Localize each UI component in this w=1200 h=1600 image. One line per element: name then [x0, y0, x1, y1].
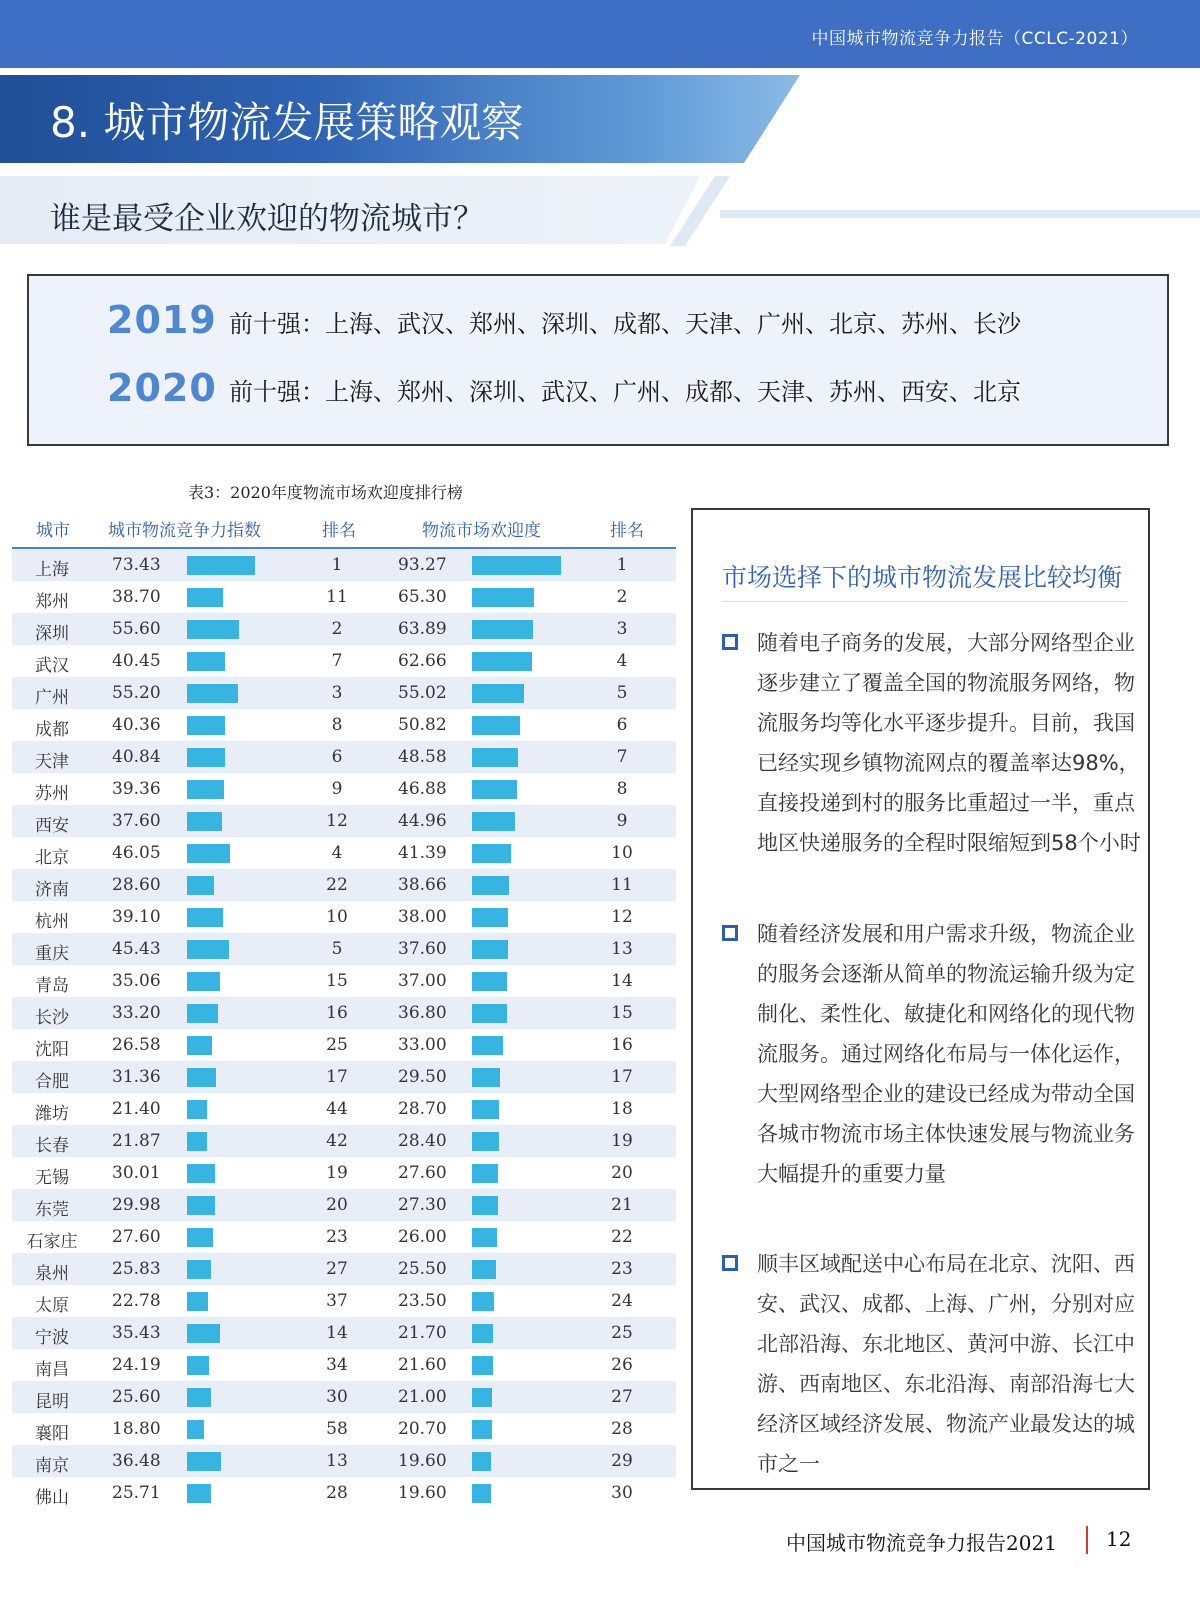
- table-row: [12, 1381, 676, 1413]
- header-rank1: 排名: [322, 521, 356, 541]
- cell-rank2: 20: [611, 1163, 633, 1183]
- competitiveness-bar: [187, 1324, 220, 1343]
- cell-competitiveness: 45.43: [112, 939, 161, 959]
- table-caption: 表3：2020年度物流市场欢迎度排行榜: [188, 483, 463, 502]
- table-row: [12, 1061, 676, 1093]
- cell-competitiveness: 29.98: [112, 1195, 161, 1215]
- cell-rank1: 28: [326, 1483, 348, 1503]
- cell-popularity: 27.60: [398, 1163, 447, 1183]
- cell-rank1: 15: [326, 971, 348, 991]
- cell-city: 襄阳: [35, 1424, 69, 1444]
- cell-rank2: 21: [611, 1195, 633, 1215]
- cell-rank1: 23: [326, 1227, 348, 1247]
- table-row: [12, 677, 676, 709]
- cell-rank2: 17: [611, 1067, 633, 1087]
- cell-rank2: 28: [611, 1419, 633, 1439]
- cell-popularity: 28.40: [398, 1131, 447, 1151]
- competitiveness-bar: [187, 1452, 221, 1471]
- cell-city: 泉州: [35, 1264, 69, 1284]
- table-row: [12, 1477, 676, 1509]
- cell-city: 太原: [35, 1296, 69, 1316]
- cell-competitiveness: 55.60: [112, 619, 161, 639]
- header-competitiveness: 城市物流竞争力指数: [108, 521, 261, 541]
- cell-rank2: 6: [616, 715, 628, 735]
- cell-rank1: 42: [326, 1131, 348, 1151]
- table-row: [12, 1349, 676, 1381]
- popularity-bar: [472, 972, 507, 991]
- cell-competitiveness: 55.20: [112, 683, 161, 703]
- popularity-bar: [472, 1164, 498, 1183]
- popularity-bar: [472, 1420, 492, 1439]
- popularity-bar: [472, 1036, 503, 1055]
- cell-competitiveness: 38.70: [112, 587, 161, 607]
- cell-rank1: 37: [326, 1291, 348, 1311]
- cell-popularity: 63.89: [398, 619, 447, 639]
- cell-popularity: 33.00: [398, 1035, 447, 1055]
- cell-rank1: 7: [331, 651, 343, 671]
- cell-popularity: 25.50: [398, 1259, 447, 1279]
- cell-city: 成都: [35, 720, 69, 740]
- top-ten-2020: 前十强：上海、郑州、深圳、武汉、广州、成都、天津、苏州、西安、北京: [229, 378, 1021, 406]
- panel-title-rule: [722, 601, 1127, 602]
- cell-rank2: 22: [611, 1227, 633, 1247]
- competitiveness-bar: [187, 844, 230, 863]
- popularity-bar: [472, 652, 532, 671]
- table-row: [12, 645, 676, 677]
- cell-rank2: 29: [611, 1451, 633, 1471]
- cell-rank2: 12: [611, 907, 633, 927]
- year-2019-label: [107, 298, 217, 342]
- cell-popularity: 20.70: [398, 1419, 447, 1439]
- table-row: [12, 1093, 676, 1125]
- cell-rank1: 12: [326, 811, 348, 831]
- cell-city: 杭州: [35, 912, 69, 932]
- cell-rank2: 8: [616, 779, 628, 799]
- cell-competitiveness: 31.36: [112, 1067, 161, 1087]
- cell-city: 深圳: [35, 624, 69, 644]
- cell-rank2: 2: [616, 587, 628, 607]
- cell-popularity: 37.00: [398, 971, 447, 991]
- cell-city: 南京: [35, 1456, 69, 1476]
- cell-rank1: 17: [326, 1067, 348, 1087]
- table-row: [12, 1285, 676, 1317]
- cell-rank1: 27: [326, 1259, 348, 1279]
- cell-popularity: 46.88: [398, 779, 447, 799]
- question-title: 谁是最受企业欢迎的物流城市？: [50, 201, 484, 237]
- competitiveness-bar: [187, 780, 224, 799]
- popularity-bar: [472, 1196, 498, 1215]
- competitiveness-bar: [187, 748, 225, 767]
- table-row: [12, 1125, 676, 1157]
- cell-rank1: 3: [331, 683, 343, 703]
- cell-rank1: 8: [331, 715, 343, 735]
- competitiveness-bar: [187, 876, 214, 895]
- cell-rank1: 22: [326, 875, 348, 895]
- cell-competitiveness: 25.71: [112, 1483, 161, 1503]
- cell-rank2: 27: [611, 1387, 633, 1407]
- popularity-bar: [472, 812, 515, 831]
- competitiveness-bar: [187, 1068, 216, 1087]
- cell-rank2: 13: [611, 939, 633, 959]
- popularity-bar: [472, 716, 520, 735]
- cell-popularity: 21.70: [398, 1323, 447, 1343]
- cell-popularity: 93.27: [398, 555, 447, 575]
- bullet-square-icon: [722, 925, 738, 941]
- popularity-bar: [472, 1388, 492, 1407]
- cell-rank2: 23: [611, 1259, 633, 1279]
- popularity-bar: [472, 684, 524, 703]
- table-row: [12, 773, 676, 805]
- cell-city: 昆明: [35, 1392, 69, 1412]
- popularity-bar: [472, 1484, 491, 1503]
- cell-rank2: 30: [611, 1483, 633, 1503]
- cell-popularity: 21.00: [398, 1387, 447, 1407]
- cell-rank1: 34: [326, 1355, 348, 1375]
- competitiveness-bar: [187, 940, 229, 959]
- cell-competitiveness: 37.60: [112, 811, 161, 831]
- cell-competitiveness: 73.43: [112, 555, 161, 575]
- cell-city: 西安: [35, 816, 69, 836]
- bullet-text-2: 随着经济发展和用户需求升级，物流企业的服务会逐渐从简单的物流运输升级为定制化、柔性化、敏捷化和网络化的现代物流服务。通过网络化布局与一体化运作，大型网络型企业的建设已经成为带动全国各城市物流市场主体快速发展与物流业务大幅提升的重要力量: [757, 922, 1135, 1186]
- cell-competitiveness: 24.19: [112, 1355, 161, 1375]
- cell-city: 上海: [35, 560, 69, 580]
- cell-popularity: 38.00: [398, 907, 447, 927]
- cell-rank2: 14: [611, 971, 633, 991]
- top-ten-box: [27, 274, 1169, 446]
- cell-rank1: 44: [326, 1099, 348, 1119]
- cell-popularity: 28.70: [398, 1099, 447, 1119]
- cell-rank2: 24: [611, 1291, 633, 1311]
- header-city: 城市: [36, 521, 70, 541]
- competitiveness-bar: [187, 652, 225, 671]
- cell-city: 佛山: [35, 1488, 69, 1508]
- cell-competitiveness: 25.60: [112, 1387, 161, 1407]
- cell-city: 无锡: [35, 1168, 69, 1188]
- cell-competitiveness: 28.60: [112, 875, 161, 895]
- cell-city: 石家庄: [26, 1232, 78, 1252]
- cell-rank1: 25: [326, 1035, 348, 1055]
- table-row: [12, 1221, 676, 1253]
- table-row: [12, 581, 676, 613]
- popularity-bar: [472, 620, 533, 639]
- cell-popularity: 55.02: [398, 683, 447, 703]
- competitiveness-bar: [187, 716, 225, 735]
- cell-rank2: 16: [611, 1035, 633, 1055]
- cell-rank1: 2: [331, 619, 343, 639]
- popularity-bar: [472, 1292, 494, 1311]
- cell-competitiveness: 26.58: [112, 1035, 161, 1055]
- cell-city: 苏州: [35, 784, 69, 804]
- popularity-bar: [472, 748, 518, 767]
- cell-competitiveness: 22.78: [112, 1291, 161, 1311]
- competitiveness-bar: [187, 1260, 211, 1279]
- table-row: [12, 549, 676, 581]
- cell-city: 青岛: [35, 976, 69, 996]
- table-row: [12, 1189, 676, 1221]
- table-row: [12, 1157, 676, 1189]
- popularity-bar: [472, 908, 508, 927]
- cell-rank2: 19: [611, 1131, 633, 1151]
- cell-popularity: 27.30: [398, 1195, 447, 1215]
- cell-city: 武汉: [35, 656, 69, 676]
- cell-city: 沈阳: [35, 1040, 69, 1060]
- cell-popularity: 44.96: [398, 811, 447, 831]
- bullet-square-icon: [722, 1255, 738, 1271]
- cell-competitiveness: 46.05: [112, 843, 161, 863]
- popularity-bar: [472, 780, 517, 799]
- competitiveness-bar: [187, 684, 238, 703]
- cell-competitiveness: 40.36: [112, 715, 161, 735]
- table-row: [12, 901, 676, 933]
- table-row: [12, 1253, 676, 1285]
- popularity-bar: [472, 1324, 493, 1343]
- table-row: [12, 965, 676, 997]
- cell-city: 北京: [35, 848, 69, 868]
- table-row: [12, 1317, 676, 1349]
- popularity-bar: [472, 1260, 496, 1279]
- table-row: [12, 837, 676, 869]
- cell-popularity: 38.66: [398, 875, 447, 895]
- popularity-bar: [472, 876, 509, 895]
- competitiveness-bar: [187, 1036, 212, 1055]
- cell-rank2: 3: [616, 619, 628, 639]
- cell-city: 长春: [35, 1136, 69, 1156]
- cell-popularity: 41.39: [398, 843, 447, 863]
- popularity-bar: [472, 1068, 500, 1087]
- competitiveness-bar: [187, 588, 223, 607]
- competitiveness-bar: [187, 556, 255, 575]
- competitiveness-bar: [187, 812, 222, 831]
- cell-rank2: 15: [611, 1003, 633, 1023]
- cell-rank1: 13: [326, 1451, 348, 1471]
- cell-rank1: 16: [326, 1003, 348, 1023]
- competitiveness-bar: [187, 620, 239, 639]
- cell-rank1: 30: [326, 1387, 348, 1407]
- table-row: [12, 869, 676, 901]
- table-row: [12, 1029, 676, 1061]
- cell-rank1: 9: [331, 779, 343, 799]
- cell-popularity: 62.66: [398, 651, 447, 671]
- popularity-bar: [472, 556, 561, 575]
- competitiveness-bar: [187, 1100, 207, 1119]
- cell-city: 天津: [35, 752, 69, 772]
- cell-city: 东莞: [35, 1200, 69, 1220]
- cell-city: 宁波: [35, 1328, 69, 1348]
- cell-rank1: 10: [326, 907, 348, 927]
- cell-competitiveness: 40.84: [112, 747, 161, 767]
- cell-city: 重庆: [35, 944, 69, 964]
- cell-competitiveness: 18.80: [112, 1419, 161, 1439]
- cell-rank1: 58: [326, 1419, 348, 1439]
- year-2020-text: 2020: [107, 366, 217, 410]
- bullet-square-icon: [722, 634, 738, 650]
- table-row: [12, 805, 676, 837]
- cell-rank2: 26: [611, 1355, 633, 1375]
- cell-city: 济南: [35, 880, 69, 900]
- header-popularity: 物流市场欢迎度: [422, 521, 541, 541]
- table-row: [12, 1413, 676, 1445]
- competitiveness-bar: [187, 1164, 215, 1183]
- table-row: [12, 613, 676, 645]
- cell-competitiveness: 27.60: [112, 1227, 161, 1247]
- cell-competitiveness: 25.83: [112, 1259, 161, 1279]
- cell-popularity: 50.82: [398, 715, 447, 735]
- header-rank2: 排名: [610, 521, 644, 541]
- cell-city: 长沙: [35, 1008, 69, 1028]
- cell-rank2: 18: [611, 1099, 633, 1119]
- cell-competitiveness: 21.40: [112, 1099, 161, 1119]
- cell-competitiveness: 40.45: [112, 651, 161, 671]
- cell-rank2: 25: [611, 1323, 633, 1343]
- cell-popularity: 37.60: [398, 939, 447, 959]
- cell-rank1: 19: [326, 1163, 348, 1183]
- popularity-bar: [472, 1132, 499, 1151]
- competitiveness-bar: [187, 1004, 218, 1023]
- cell-rank2: 9: [616, 811, 628, 831]
- top-ten-2019: 前十强：上海、武汉、郑州、深圳、成都、天津、广州、北京、苏州、长沙: [229, 310, 1021, 338]
- table-row: [12, 709, 676, 741]
- cell-city: 广州: [35, 688, 69, 708]
- cell-rank2: 10: [611, 843, 633, 863]
- cell-popularity: 48.58: [398, 747, 447, 767]
- cell-rank1: 20: [326, 1195, 348, 1215]
- section-title: 8. 城市物流发展策略观察: [50, 98, 524, 147]
- table-row: [12, 1445, 676, 1477]
- year-2020-label: [107, 366, 217, 410]
- cell-city: 南昌: [35, 1360, 69, 1380]
- table-row: [12, 741, 676, 773]
- panel-title: 市场选择下的城市物流发展比较均衡: [722, 563, 1123, 592]
- competitiveness-bar: [187, 908, 223, 927]
- cell-competitiveness: 33.20: [112, 1003, 161, 1023]
- report-header-title: 中国城市物流竞争力报告（CCLC-2021）: [811, 29, 1138, 49]
- popularity-bar: [472, 940, 508, 959]
- cell-rank1: 11: [326, 587, 348, 607]
- cell-rank1: 1: [331, 555, 343, 575]
- cell-competitiveness: 30.01: [112, 1163, 161, 1183]
- cell-rank2: 1: [616, 555, 628, 575]
- cell-city: 潍坊: [35, 1104, 69, 1124]
- cell-competitiveness: 36.48: [112, 1451, 161, 1471]
- table-row: [12, 933, 676, 965]
- popularity-bar: [472, 1452, 491, 1471]
- competitiveness-bar: [187, 1132, 207, 1151]
- cell-rank1: 5: [331, 939, 343, 959]
- popularity-bar: [472, 588, 534, 607]
- page-number: 12: [1106, 1527, 1132, 1551]
- cell-popularity: 36.80: [398, 1003, 447, 1023]
- footer-title: 中国城市物流竞争力报告2021: [786, 1531, 1057, 1555]
- popularity-bar: [472, 1100, 499, 1119]
- cell-rank1: 14: [326, 1323, 348, 1343]
- cell-competitiveness: 39.36: [112, 779, 161, 799]
- cell-popularity: 23.50: [398, 1291, 447, 1311]
- bullet-text-3: 顺丰区域配送中心布局在北京、沈阳、西安、武汉、成都、上海、广州，分别对应北部沿海、东北地区、黄河中游、长江中游、西南地区、东北沿海、南部沿海七大经济区域经济发展、物流产业最发达的城市之一: [757, 1252, 1135, 1476]
- cell-rank2: 11: [611, 875, 633, 895]
- bullet-text-1: 随着电子商务的发展，大部分网络型企业逐步建立了覆盖全国的物流服务网络，物流服务均等化水平逐步提升。目前，我国已经实现乡镇物流网点的覆盖率达98%，直接投递到村的服务比重超过一半，重点地区快递服务的全程时限缩短到58个小时: [757, 631, 1141, 855]
- cell-rank2: 5: [616, 683, 628, 703]
- cell-popularity: 65.30: [398, 587, 447, 607]
- cell-popularity: 26.00: [398, 1227, 447, 1247]
- cell-rank2: 7: [616, 747, 628, 767]
- cell-city: 郑州: [35, 592, 69, 612]
- cell-competitiveness: 35.06: [112, 971, 161, 991]
- competitiveness-bar: [187, 1292, 208, 1311]
- cell-competitiveness: 35.43: [112, 1323, 161, 1343]
- competitiveness-bar: [187, 1228, 213, 1247]
- popularity-bar: [472, 1004, 507, 1023]
- competitiveness-bar: [187, 1388, 211, 1407]
- cell-popularity: 29.50: [398, 1067, 447, 1087]
- competitiveness-bar: [187, 972, 220, 991]
- popularity-bar: [472, 1356, 493, 1375]
- popularity-bar: [472, 844, 511, 863]
- popularity-bar: [472, 1228, 497, 1247]
- cell-competitiveness: 39.10: [112, 907, 161, 927]
- cell-popularity: 19.60: [398, 1483, 447, 1503]
- cell-rank2: 4: [616, 651, 628, 671]
- cell-rank1: 6: [331, 747, 343, 767]
- decorative-line: [720, 210, 1200, 218]
- competitiveness-bar: [187, 1196, 215, 1215]
- cell-popularity: 21.60: [398, 1355, 447, 1375]
- cell-rank1: 4: [331, 843, 343, 863]
- table-row: [12, 997, 676, 1029]
- year-2019-text: 2019: [107, 298, 217, 342]
- competitiveness-bar: [187, 1356, 209, 1375]
- cell-competitiveness: 21.87: [112, 1131, 161, 1151]
- competitiveness-bar: [187, 1420, 204, 1439]
- competitiveness-bar: [187, 1484, 211, 1503]
- cell-popularity: 19.60: [398, 1451, 447, 1471]
- cell-city: 合肥: [35, 1072, 69, 1092]
- footer-divider: [1086, 1526, 1088, 1554]
